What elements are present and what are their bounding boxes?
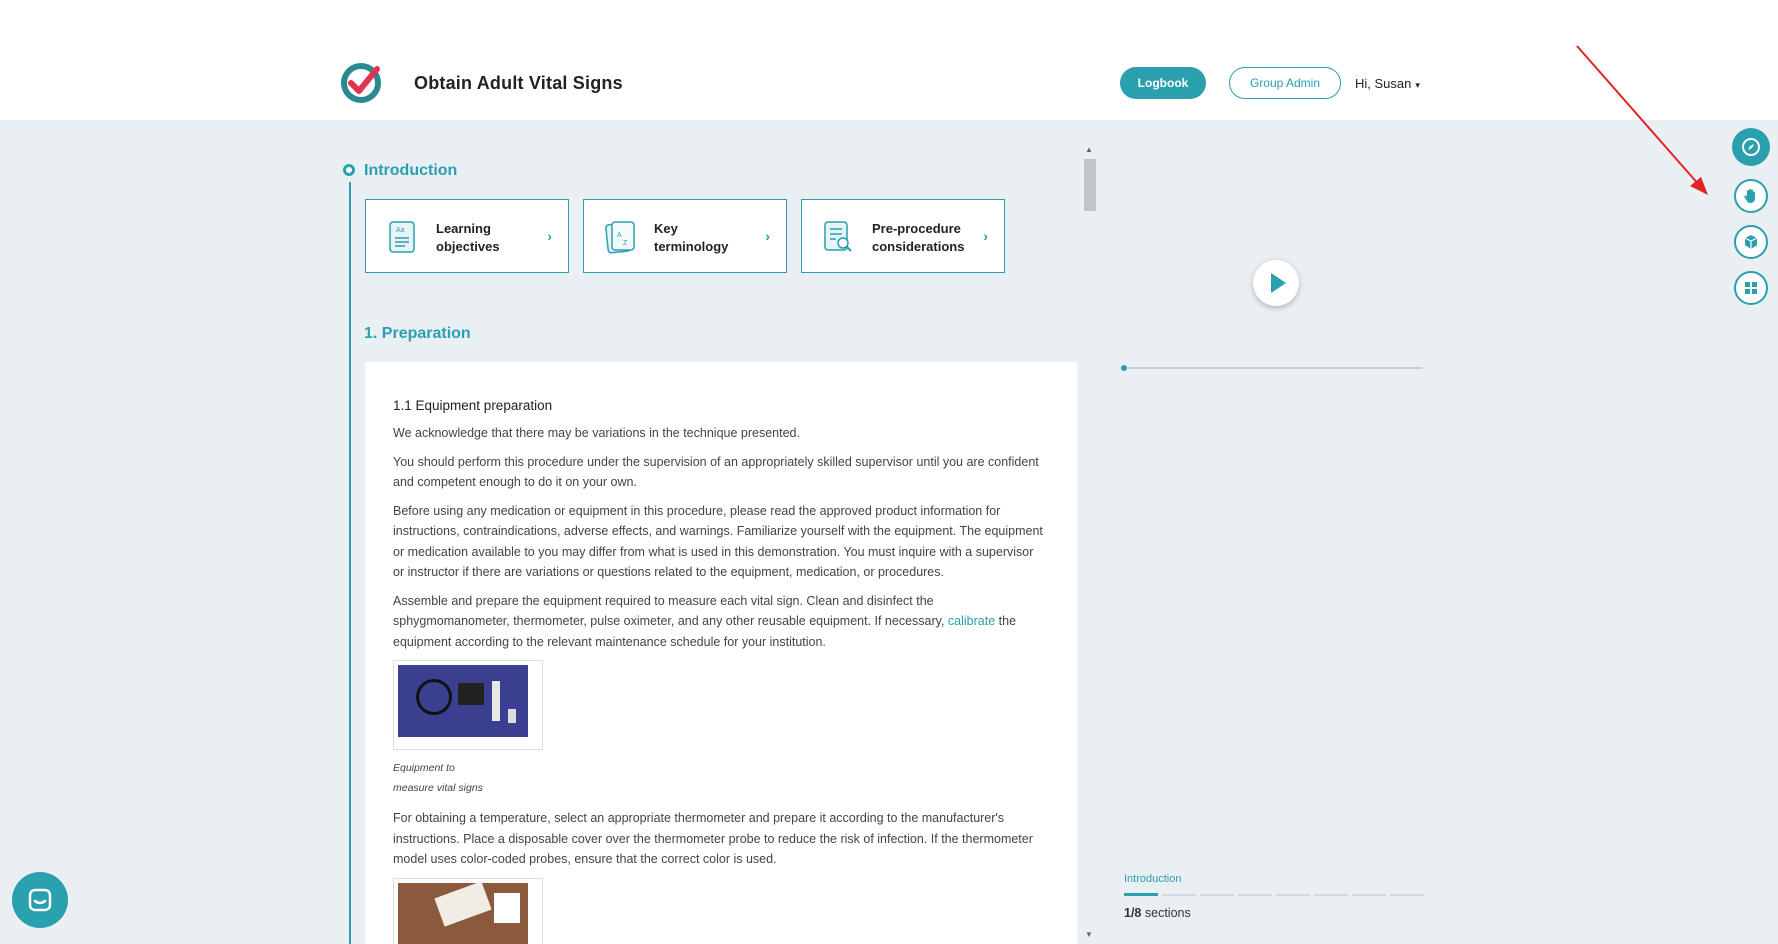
paragraph: You should perform this procedure under the supervision of an appropriately skilled supervisor until you are confident and competent enough to do it on your own.: [393, 454, 1039, 489]
subsection-heading: 1.1 Equipment preparation: [393, 398, 553, 413]
calibrate-link[interactable]: calibrate: [947, 614, 996, 628]
section-segment[interactable]: [1390, 894, 1424, 896]
paragraph: Assemble and prepare the equipment required to measure each vital sign. Clean and disinfect the sphygmomanometer, thermometer, pulse oximeter, and any other reusable equipment. If necessary, calibrate the equipment according to the relevant maintenance schedule for your institution.: [393, 593, 1017, 649]
section-segment[interactable]: [1124, 893, 1158, 896]
cube-icon: [1742, 233, 1760, 251]
grid-button[interactable]: [1734, 271, 1768, 305]
cube-button[interactable]: [1734, 225, 1768, 259]
section-segment[interactable]: [1352, 894, 1386, 896]
paragraph: Before using any medication or equipment in this procedure, please read the approved product information for instructions, contraindications, adverse effects, and warnings. Familiarize yourself with the equipment. The equipment or medication available to you may differ from what is used in this demonstration. You must inquire with a supervisor or instructor if there are variations or questions related to the equipment, medication, or procedures.: [393, 503, 1043, 579]
logbook-button[interactable]: Logbook: [1120, 67, 1206, 99]
svg-text:Aa: Aa: [396, 227, 405, 234]
preparation-heading: 1. Preparation: [364, 325, 471, 342]
play-button[interactable]: [1253, 260, 1299, 306]
caret-down-icon: ▾: [1415, 80, 1420, 90]
section-segment[interactable]: [1276, 894, 1310, 896]
section-segment[interactable]: [1200, 894, 1234, 896]
thermometer-image[interactable]: [393, 878, 543, 944]
video-scrubber[interactable]: [1121, 365, 1127, 371]
content-scrollbar[interactable]: [1082, 147, 1096, 944]
section-segment[interactable]: [1238, 894, 1272, 896]
card-label: Learning objectives: [436, 221, 500, 254]
current-section-label: Introduction: [1124, 873, 1182, 885]
introduction-heading: Introduction: [364, 162, 458, 179]
scroll-up-icon[interactable]: ▲: [1085, 145, 1093, 154]
section-segment[interactable]: [1314, 894, 1348, 896]
equipment-photo: [398, 665, 528, 737]
chat-widget-button[interactable]: [12, 872, 68, 928]
hand-button[interactable]: [1734, 179, 1768, 213]
checkmark-logo-icon[interactable]: [339, 61, 383, 105]
chevron-right-icon: ›: [547, 228, 552, 244]
top-header: [0, 0, 1778, 120]
svg-text:Z: Z: [623, 240, 628, 247]
chat-icon: [26, 886, 54, 914]
key-terminology-card[interactable]: [583, 199, 787, 273]
content-body: [393, 398, 1043, 944]
section-segment[interactable]: [1162, 894, 1196, 896]
equipment-image[interactable]: [393, 660, 543, 750]
chevron-right-icon: ›: [983, 228, 988, 244]
paragraph: For obtaining a temperature, select an appropriate thermometer and prepare it according to the manufacturer's instructions. Place a disposable cover over the thermometer probe to reduce the risk of infection. If the thermometer model uses color-coded probes, ensure that the correct color is used.: [393, 811, 1033, 866]
card-label: Pre-procedure considerations: [872, 221, 965, 254]
scrollbar-thumb[interactable]: [1084, 159, 1096, 211]
content-card: [365, 362, 1077, 944]
glossary-icon: [604, 220, 636, 254]
image-caption: Equipment to measure vital signs: [393, 762, 483, 794]
document-icon: [386, 220, 418, 254]
compass-icon: [1741, 137, 1761, 157]
pre-procedure-considerations-card[interactable]: [801, 199, 1005, 273]
grid-icon: [1743, 280, 1759, 296]
card-label: Key terminology: [654, 221, 729, 254]
user-menu[interactable]: [1355, 76, 1420, 91]
learning-objectives-card[interactable]: [365, 199, 569, 273]
sections-count: 1/8 sections: [1124, 906, 1191, 920]
user-greeting: Hi, Susan: [1355, 76, 1412, 91]
play-icon: [1271, 273, 1286, 293]
hand-icon: [1742, 187, 1760, 205]
scroll-down-icon[interactable]: ▼: [1085, 930, 1093, 939]
thermometer-photo: [398, 883, 528, 944]
timeline-line: [349, 182, 351, 944]
chevron-right-icon: ›: [765, 228, 770, 244]
checklist-search-icon: [822, 220, 854, 254]
page-title: Obtain Adult Vital Signs: [414, 73, 623, 93]
paragraph: We acknowledge that there may be variations in the technique presented.: [393, 426, 800, 440]
video-progress-bar[interactable]: [1124, 367, 1422, 369]
timeline-dot: [343, 164, 355, 176]
svg-text:A: A: [617, 232, 622, 239]
compass-button[interactable]: [1732, 128, 1770, 166]
group-admin-button[interactable]: Group Admin: [1229, 67, 1341, 99]
